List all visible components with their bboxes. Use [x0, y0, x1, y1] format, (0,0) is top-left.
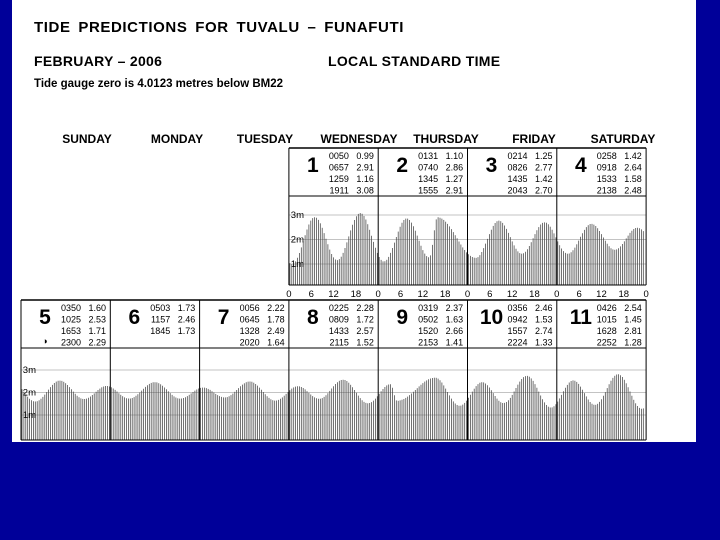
- tide-time: 0356: [507, 303, 528, 313]
- x-tick-label: 18: [439, 289, 451, 300]
- weekday-friday: FRIDAY: [512, 132, 556, 146]
- day-number: 7: [217, 306, 230, 329]
- tide-time: 1520: [418, 326, 439, 336]
- tide-height: 2.46: [534, 303, 553, 313]
- x-tick-label: 18: [350, 289, 362, 300]
- tide-time: 1557: [507, 326, 528, 336]
- tide-time: 2043: [507, 185, 528, 196]
- tide-time: 2252: [596, 337, 617, 348]
- tide-time: 0503: [150, 303, 171, 313]
- tide-height: 1.10: [445, 151, 464, 161]
- tide-height: 1.42: [624, 151, 642, 161]
- tide-time: 0426: [596, 303, 617, 313]
- tide-time: 1911: [329, 185, 349, 196]
- weekday-thursday: THURSDAY: [413, 132, 479, 146]
- x-tick-label: 6: [397, 289, 404, 300]
- tide-time: 2020: [239, 337, 260, 348]
- tide-height: 1.42: [534, 174, 553, 184]
- y-tick-label: 3m: [290, 210, 304, 221]
- tide-height: 2.49: [267, 326, 285, 336]
- tide-height: 2.46: [177, 314, 196, 325]
- tide-time: 1845: [150, 326, 171, 336]
- tide-time: 0657: [328, 162, 349, 173]
- tide-height: 2.28: [356, 303, 374, 313]
- day-number: 10: [479, 306, 504, 329]
- x-tick-label: 0: [375, 289, 381, 300]
- tide-time: 1328: [239, 326, 260, 336]
- tide-height: 2.91: [356, 162, 374, 173]
- tide-time: 0319: [418, 303, 439, 313]
- tide-time: 2153: [418, 337, 439, 348]
- weekday-saturday: SATURDAY: [590, 132, 656, 146]
- tide-height: 1.45: [624, 314, 642, 325]
- tide-time: 0645: [239, 314, 260, 325]
- tide-height: 2.57: [356, 326, 374, 336]
- tide-time: 1533: [596, 174, 617, 184]
- tide-height: 2.48: [624, 185, 642, 196]
- y-tick-label: 1m: [290, 259, 304, 270]
- day-number: 4: [574, 154, 587, 177]
- day-number: 11: [569, 306, 592, 329]
- tide-height: 2.53: [88, 314, 106, 325]
- tide-time: 1157: [150, 314, 171, 325]
- tide-time: 0258: [596, 151, 617, 161]
- day-number: 5: [39, 306, 51, 329]
- x-tick-label: 0: [464, 289, 471, 300]
- tide-height: 2.37: [445, 303, 464, 313]
- time-basis-label: LOCAL STANDARD TIME: [328, 53, 501, 69]
- tide-time: 1555: [418, 185, 439, 196]
- tide-height: 2.64: [624, 162, 642, 173]
- tide-time: 0350: [60, 303, 81, 313]
- x-tick-label: 0: [643, 289, 649, 300]
- tide-time: 0056: [239, 303, 260, 313]
- x-tick-label: 18: [618, 289, 630, 300]
- tide-time: 1345: [418, 174, 439, 184]
- tide-height: 2.91: [445, 185, 464, 196]
- tide-time: 2115: [329, 337, 349, 348]
- tide-height: 2.66: [445, 326, 464, 336]
- tide-time: 0050: [328, 151, 349, 161]
- x-tick-label: 12: [596, 289, 607, 300]
- tide-height: 1.71: [88, 326, 106, 336]
- tide-height: 1.60: [88, 303, 106, 313]
- tide-height: 0.99: [356, 151, 374, 161]
- tide-height: 2.86: [445, 162, 464, 173]
- tide-height: 2.70: [534, 185, 553, 196]
- gauge-note: Tide gauge zero is 4.0123 metres below BM22: [34, 78, 284, 90]
- month-label: FEBRUARY – 2006: [34, 53, 163, 69]
- x-tick-label: 6: [487, 289, 493, 300]
- tide-height: 1.16: [356, 174, 374, 184]
- tide-time: 0918: [596, 162, 617, 173]
- day-number: 3: [485, 154, 498, 177]
- tide-time: 1628: [596, 326, 617, 336]
- moon-phase-icon: ◑: [42, 336, 48, 346]
- tide-height: 1.41: [445, 337, 464, 348]
- y-tick-label: 2m: [22, 387, 36, 399]
- day-number: 1: [307, 154, 319, 177]
- tide-height: 1.52: [356, 337, 374, 348]
- tide-height: 1.25: [534, 151, 553, 161]
- tide-time: 1015: [596, 314, 617, 325]
- tide-height: 1.73: [177, 326, 196, 336]
- tide-time: 1435: [507, 174, 528, 184]
- tide-chart: [12, 0, 696, 442]
- tide-time: 1259: [328, 174, 349, 184]
- tide-height: 2.77: [534, 162, 553, 173]
- tide-height: 2.54: [624, 303, 642, 313]
- tide-height: 1.28: [624, 337, 642, 348]
- day-number: 6: [128, 306, 141, 329]
- x-tick-label: 12: [328, 289, 339, 300]
- tide-height: 2.74: [534, 326, 553, 336]
- tide-time: 1025: [60, 314, 81, 325]
- tide-time: 0942: [507, 314, 528, 325]
- tide-time: 2300: [60, 337, 81, 348]
- y-tick-label: 3m: [22, 365, 36, 376]
- tide-height: 1.33: [534, 337, 553, 348]
- weekday-tuesday: TUESDAY: [236, 132, 294, 146]
- tide-time: 0502: [418, 314, 439, 325]
- x-tick-label: 6: [308, 289, 314, 300]
- x-tick-label: 0: [554, 289, 560, 300]
- tide-height: 1.27: [445, 174, 464, 184]
- tide-time: 1653: [60, 326, 81, 336]
- tide-height: 1.73: [177, 303, 196, 313]
- tide-time: 0214: [507, 151, 528, 161]
- tide-height: 2.81: [624, 326, 642, 336]
- tide-time: 0225: [328, 303, 349, 313]
- x-tick-label: 12: [417, 289, 429, 300]
- tide-time: 0809: [328, 314, 349, 325]
- tide-time: 0740: [418, 162, 439, 173]
- tide-height: 2.22: [267, 303, 285, 313]
- tide-height: 1.64: [267, 337, 285, 348]
- x-tick-label: 12: [506, 289, 518, 300]
- y-tick-label: 2m: [290, 234, 304, 246]
- tide-height: 1.72: [356, 314, 374, 325]
- tide-height: 2.29: [88, 337, 106, 348]
- tide-height: 1.53: [534, 314, 553, 325]
- tide-height: 1.78: [267, 314, 285, 325]
- tide-height: 3.08: [356, 185, 374, 196]
- x-tick-label: 6: [576, 289, 582, 300]
- page-title: TIDE PREDICTIONS FOR TUVALU – FUNAFUTI: [34, 19, 405, 36]
- day-number: 9: [396, 306, 409, 329]
- x-tick-label: 18: [529, 289, 540, 300]
- tide-time: 2224: [507, 337, 528, 348]
- y-tick-label: 1m: [22, 410, 36, 421]
- tide-time: 1433: [328, 326, 349, 336]
- tide-time: 0826: [507, 162, 528, 173]
- day-number: 8: [307, 306, 319, 329]
- tide-height: 1.63: [445, 314, 464, 325]
- x-tick-label: 0: [286, 289, 292, 300]
- slide-panel: [12, 0, 696, 442]
- tide-time: 2138: [596, 185, 617, 196]
- tide-time: 0131: [418, 151, 439, 161]
- weekday-sunday: SUNDAY: [62, 132, 112, 146]
- day-number: 2: [396, 154, 409, 177]
- weekday-monday: MONDAY: [150, 132, 204, 146]
- tide-height: 1.58: [624, 174, 642, 184]
- weekday-wednesday: WEDNESDAY: [320, 132, 398, 146]
